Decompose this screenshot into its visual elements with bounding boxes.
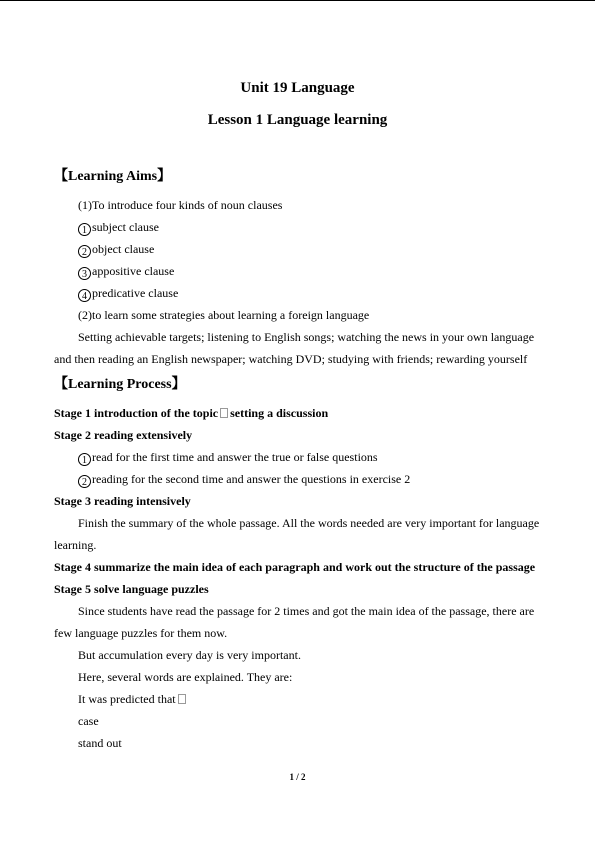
page-title: Unit 19 Language xyxy=(240,80,355,96)
vocab-text: It was predicted that xyxy=(78,692,176,706)
clause-item xyxy=(78,242,154,258)
top-border xyxy=(0,0,595,1)
stage-1-label: Stage 1 introduction of the topic xyxy=(54,406,219,420)
stage-2-item-text: read for the first time and answer the true or false questions xyxy=(92,450,378,464)
clause-text: object clause xyxy=(92,242,155,256)
clause-text: subject clause xyxy=(92,220,159,234)
learning-process-heading: 【Learning Process】 xyxy=(54,377,186,392)
circled-number: 2 xyxy=(78,245,91,258)
missing-glyph-icon xyxy=(178,694,186,704)
clause-text: appositive clause xyxy=(92,264,175,278)
stage-2-item-text: reading for the second time and answer the questions in exercise 2 xyxy=(92,472,411,486)
circled-number: 3 xyxy=(78,267,91,280)
stage-3-text: Finish the summary of the whole passage. All the words needed are very important for language xyxy=(78,516,540,530)
stage-4-heading: Stage 4 summarize the main idea of each paragraph and work out the structure of the passage xyxy=(54,560,536,574)
clause-item xyxy=(78,220,159,236)
circled-number: 2 xyxy=(78,475,91,488)
circled-number: 4 xyxy=(78,289,91,302)
circled-number: 1 xyxy=(78,223,91,236)
clause-item xyxy=(78,286,178,302)
missing-glyph-icon xyxy=(220,408,228,418)
stage-5-text: Since students have read the passage for 2 times and got the main idea of the passage, there are xyxy=(78,604,535,618)
vocab-item xyxy=(78,692,188,707)
vocab-item: case xyxy=(78,714,99,728)
stage-2-item xyxy=(78,472,410,488)
page-number: 1 / 2 xyxy=(289,772,306,782)
stage-1-detail: setting a discussion xyxy=(230,406,329,420)
aims-intro: (1)To introduce four kinds of noun clauses xyxy=(78,198,283,212)
vocab-item: stand out xyxy=(78,736,122,750)
stage-5-text: Here, several words are explained. They are: xyxy=(78,670,293,684)
page-subtitle: Lesson 1 Language learning xyxy=(207,112,388,128)
stage-3-heading: Stage 3 reading intensively xyxy=(54,494,191,508)
aims-paragraph-line: Setting achievable targets; listening to English songs; watching the news in your own language xyxy=(78,330,535,344)
stage-5-text: But accumulation every day is very important. xyxy=(78,648,301,662)
stage-2-item xyxy=(78,450,378,466)
stage-5-text: few language puzzles for them now. xyxy=(54,626,228,640)
circled-number: 1 xyxy=(78,453,91,466)
aims-strategies: (2)to learn some strategies about learning a foreign language xyxy=(78,308,370,322)
stage-1-heading xyxy=(54,406,328,421)
stage-2-heading: Stage 2 reading extensively xyxy=(54,428,193,442)
stage-5-heading: Stage 5 solve language puzzles xyxy=(54,582,209,596)
clause-text: predicative clause xyxy=(92,286,179,300)
stage-3-text: learning. xyxy=(54,538,97,552)
learning-aims-heading: 【Learning Aims】 xyxy=(54,169,172,184)
aims-paragraph-line: and then reading an English newspaper; watching DVD; studying with friends; rewarding yourself xyxy=(54,352,528,366)
clause-item xyxy=(78,264,174,280)
